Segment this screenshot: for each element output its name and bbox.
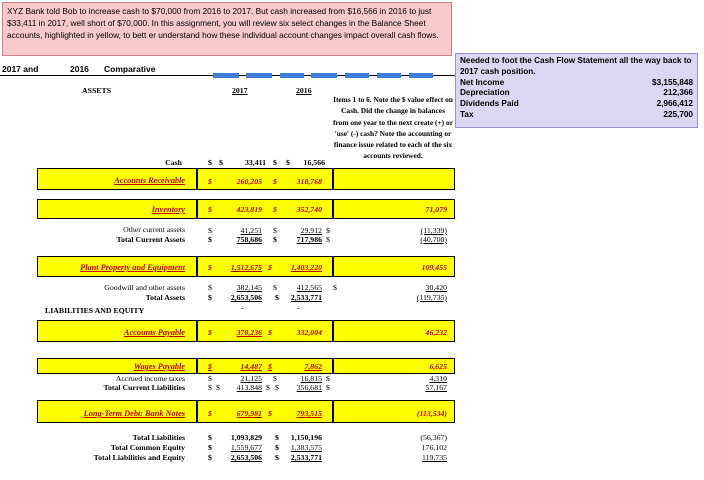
tca-2017: 758,686 bbox=[236, 235, 262, 244]
cash-label: Cash bbox=[165, 158, 182, 167]
wages-2016: 7,862 bbox=[304, 362, 322, 371]
total-equity-2016: 1,383,575 bbox=[290, 443, 322, 452]
column-bar bbox=[345, 73, 369, 78]
note-label: Net Income bbox=[460, 77, 505, 87]
ap-change: 46,232 bbox=[425, 328, 447, 337]
dollar-sign: $ bbox=[275, 453, 279, 462]
note-value: 225,700 bbox=[663, 109, 693, 119]
ltd-2016: 793,515 bbox=[296, 409, 322, 418]
note-value: $3,155,848 bbox=[652, 77, 693, 87]
note-row bbox=[460, 88, 693, 99]
dollar-sign: $ bbox=[208, 177, 212, 186]
dollar-sign: $ bbox=[266, 383, 270, 392]
note-value: 212,366 bbox=[663, 88, 693, 98]
tca-label: Total Current Assets bbox=[116, 235, 185, 244]
assets-heading: ASSETS bbox=[82, 86, 112, 95]
dollar-sign: $ bbox=[208, 263, 212, 272]
note-row bbox=[460, 110, 693, 121]
dollar-sign: $ bbox=[268, 409, 272, 418]
ar-2016: 318,768 bbox=[296, 177, 322, 186]
oca-2017: 41,251 bbox=[240, 226, 262, 235]
separator-mark: - bbox=[241, 303, 244, 312]
dollar-sign: $ bbox=[268, 263, 272, 272]
dollar-sign: $ bbox=[275, 383, 279, 392]
dollar-sign: $ bbox=[208, 205, 212, 214]
dollar-sign: $ bbox=[268, 328, 272, 337]
column-2016: 2016 bbox=[296, 86, 312, 95]
cash-2016: 16,566 bbox=[303, 158, 325, 167]
total-assets-2016: 2,533,771 bbox=[290, 293, 322, 302]
goodwill-label: Goodwill and other assets bbox=[104, 283, 185, 292]
goodwill-2017: 382,145 bbox=[236, 283, 262, 292]
change-column-instructions: Items 1 to 6. Note the $ value effect on Cash. Did the change in balances from one year to the next create (+) or 'use' (-) cash? Note the accounting or finance issue related to each of the six accounts reviewed. bbox=[333, 95, 453, 161]
tcl-change: 57,167 bbox=[425, 383, 447, 392]
column-bar bbox=[280, 73, 304, 78]
dollar-sign: $ bbox=[326, 374, 330, 383]
total-liabilities-2017: 1,093,829 bbox=[230, 433, 262, 442]
dollar-sign: $ bbox=[219, 158, 223, 167]
ppe-change: 109,455 bbox=[421, 263, 447, 272]
cash-flow-note bbox=[455, 53, 698, 128]
accrued-tax-2017: 21,125 bbox=[240, 374, 262, 383]
total-assets-label: Total Assets bbox=[145, 293, 185, 302]
dollar-sign: $ bbox=[208, 443, 212, 452]
header-year-2017: 2017 and bbox=[2, 64, 39, 74]
dollar-sign: $ bbox=[275, 293, 279, 302]
dollar-sign: $ bbox=[208, 453, 212, 462]
dollar-sign: $ bbox=[208, 374, 212, 383]
dollar-sign: $ bbox=[208, 409, 212, 418]
dollar-sign: $ bbox=[208, 433, 212, 442]
dollar-sign: $ bbox=[333, 283, 337, 292]
note-label: Dividends Paid bbox=[460, 99, 519, 109]
dollar-sign: $ bbox=[326, 383, 330, 392]
wages-2017: 14,487 bbox=[240, 362, 262, 371]
column-bar bbox=[409, 73, 433, 78]
oca-2016: 29,912 bbox=[300, 226, 322, 235]
ppe-2016: 1,403,220 bbox=[290, 263, 322, 272]
total-equity-label: Total Common Equity bbox=[110, 443, 185, 452]
total-assets-change: (119,735) bbox=[416, 293, 447, 302]
liabilities-heading: LIABILITIES AND EQUITY bbox=[45, 306, 145, 315]
inventory-label: Inventory bbox=[151, 205, 185, 214]
note-row bbox=[460, 99, 693, 110]
tca-2016: 717,986 bbox=[296, 235, 322, 244]
column-bar bbox=[213, 73, 239, 78]
ar-label: Accounts Receivable bbox=[114, 176, 185, 185]
ar-change-cell bbox=[333, 168, 455, 190]
dollar-sign: $ bbox=[208, 235, 212, 244]
total-le-2017: 2,653,506 bbox=[230, 453, 262, 462]
tca-change: (40,700) bbox=[420, 235, 447, 244]
dollar-sign: $ bbox=[208, 328, 212, 337]
dollar-sign: $ bbox=[208, 283, 212, 292]
dollar-sign: $ bbox=[286, 158, 290, 167]
dollar-sign: $ bbox=[216, 383, 220, 392]
total-liabilities-2016: 1,150,196 bbox=[290, 433, 322, 442]
dollar-sign: $ bbox=[208, 293, 212, 302]
cash-2017: 33,411 bbox=[244, 158, 266, 167]
goodwill-change: 30,420 bbox=[425, 283, 447, 292]
tcl-2017: 413,848 bbox=[236, 383, 262, 392]
dollar-sign: $ bbox=[273, 205, 277, 214]
wages-label: Wages Payable bbox=[133, 362, 185, 371]
ar-2017: 260,205 bbox=[236, 177, 262, 186]
dollar-sign: $ bbox=[208, 226, 212, 235]
column-bar bbox=[246, 73, 272, 78]
intro-instructions: XYZ Bank told Bob to increase cash to $70,000 from 2016 to 2017. But cash increased from $16,566 in 2016 to just $33,411 in 2017, well short of $70,000. In this assignment, you will review six select changes in the Balance Sheet accounts, highlighted in yellow, to bett er understand how these individual account changes impact overall cash flows. bbox=[2, 2, 452, 56]
total-le-2016: 2,533,771 bbox=[290, 453, 322, 462]
total-liabilities-label: Total Liabilities bbox=[132, 433, 185, 442]
oca-change: (11,339) bbox=[420, 226, 447, 235]
ap-2016: 332,004 bbox=[296, 328, 322, 337]
total-le-label: Total Liabilities and Equity bbox=[93, 453, 185, 462]
ppe-label: Plant Property and Equipment bbox=[80, 263, 185, 272]
note-label: Tax bbox=[460, 109, 474, 119]
oca-label: Other current assets bbox=[123, 225, 185, 234]
inventory-2016: 352,740 bbox=[296, 205, 322, 214]
total-le-change: 119,735 bbox=[421, 453, 447, 462]
header-year-2016: 2016 bbox=[70, 64, 89, 74]
inventory-change: 71,079 bbox=[425, 205, 447, 214]
ap-2017: 378,236 bbox=[236, 328, 262, 337]
column-bar bbox=[311, 73, 337, 78]
dollar-sign: $ bbox=[273, 158, 277, 167]
dollar-sign: $ bbox=[275, 443, 279, 452]
note-value: 2,966,412 bbox=[656, 99, 693, 109]
total-equity-2017: 1,559,677 bbox=[230, 443, 262, 452]
ap-label: Accounts Payable bbox=[123, 328, 185, 337]
wages-change: 6,625 bbox=[429, 362, 447, 371]
ltd-label: Long-Term Debt: Bank Notes bbox=[83, 409, 185, 418]
dollar-sign: $ bbox=[273, 374, 277, 383]
tcl-label: Total Current Liabilities bbox=[103, 383, 185, 392]
accrued-tax-label: Accrued income taxes bbox=[115, 374, 185, 383]
dollar-sign: $ bbox=[273, 226, 277, 235]
note-label: Depreciation bbox=[460, 88, 510, 98]
dollar-sign: $ bbox=[326, 235, 330, 244]
column-bar bbox=[377, 73, 401, 78]
total-assets-2017: 2,653,506 bbox=[230, 293, 262, 302]
accrued-tax-change: 4,310 bbox=[429, 374, 447, 383]
dollar-sign: $ bbox=[268, 362, 272, 371]
ltd-2017: 679,981 bbox=[236, 409, 262, 418]
note-row bbox=[460, 78, 693, 89]
tcl-2016: 356,681 bbox=[296, 383, 322, 392]
accrued-tax-2016: 16,815 bbox=[300, 374, 322, 383]
inventory-2017: 423,819 bbox=[236, 205, 262, 214]
dollar-sign: $ bbox=[208, 383, 212, 392]
goodwill-2016: 412,565 bbox=[296, 283, 322, 292]
separator-mark: - bbox=[297, 303, 300, 312]
column-2017: 2017 bbox=[232, 86, 248, 95]
note-title: Needed to foot the Cash Flow Statement all the way back to 2017 cash position. bbox=[460, 56, 692, 76]
dollar-sign: $ bbox=[273, 283, 277, 292]
total-liabilities-change: (56,367) bbox=[420, 433, 447, 442]
ltd-change: (113,534) bbox=[416, 409, 447, 418]
header-comparative: Comparative bbox=[104, 64, 156, 74]
dollar-sign: $ bbox=[208, 158, 212, 167]
dollar-sign: $ bbox=[275, 433, 279, 442]
dollar-sign: $ bbox=[326, 226, 330, 235]
total-equity-change: 176,102 bbox=[421, 443, 447, 452]
ppe-2017: 1,512,675 bbox=[230, 263, 262, 272]
dollar-sign: $ bbox=[273, 235, 277, 244]
dollar-sign: $ bbox=[273, 177, 277, 186]
dollar-sign: $ bbox=[208, 362, 212, 371]
